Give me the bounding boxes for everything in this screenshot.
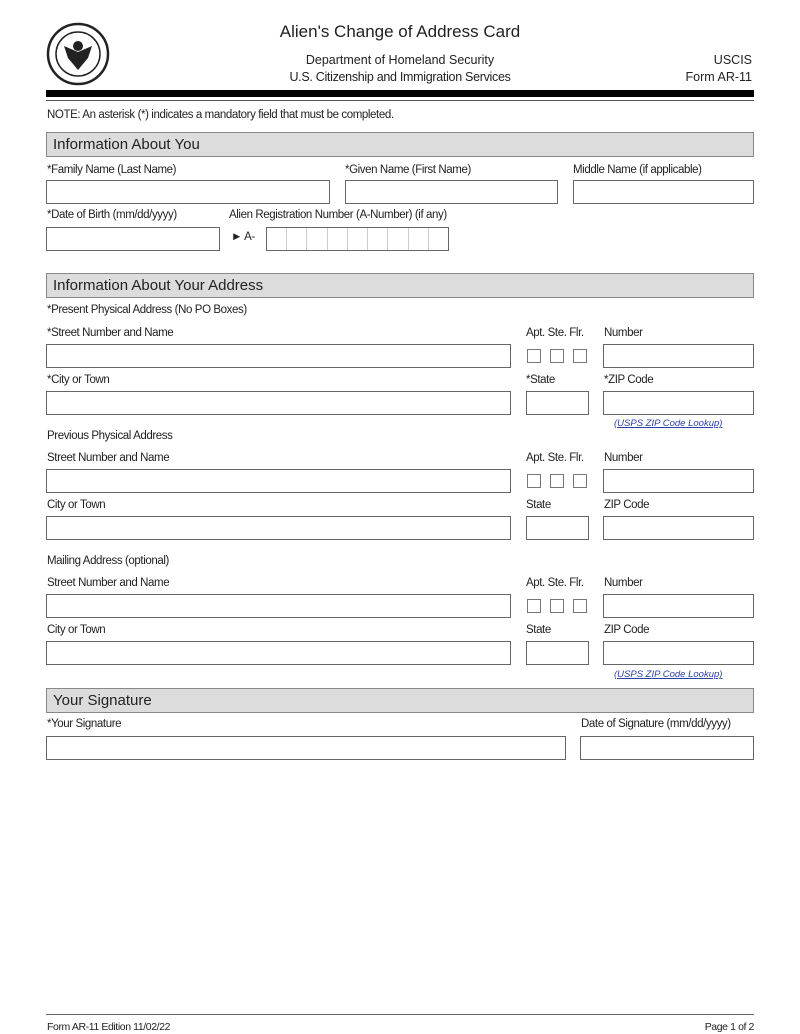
section-your-signature: Your Signature [46, 688, 754, 713]
mailing-flr-checkbox[interactable] [573, 599, 587, 613]
previous-zip-input[interactable] [603, 516, 754, 540]
given-name-input[interactable] [345, 180, 558, 204]
present-state-input[interactable] [526, 391, 589, 415]
dob-input[interactable] [46, 227, 220, 251]
present-ste-checkbox[interactable] [550, 349, 564, 363]
previous-city-label: City or Town [47, 499, 106, 511]
agency: U.S. Citizenship and Immigration Services [289, 70, 511, 84]
previous-number-input[interactable] [603, 469, 754, 493]
mailing-state-label: State [526, 624, 551, 636]
present-street-label: *Street Number and Name [47, 327, 174, 339]
previous-city-input[interactable] [46, 516, 511, 540]
mailing-number-label: Number [604, 577, 643, 589]
form-id: Form AR-11 [685, 70, 752, 84]
section-information-about-your-address: Information About Your Address [46, 273, 754, 298]
previous-number-label: Number [604, 452, 643, 464]
present-number-label: Number [604, 327, 643, 339]
previous-street-label: Street Number and Name [47, 452, 170, 464]
form-title: Alien's Change of Address Card [279, 22, 521, 41]
signature-label: *Your Signature [47, 718, 122, 730]
present-city-input[interactable] [46, 391, 511, 415]
family-name-input[interactable] [46, 180, 330, 204]
header-thick-rule [46, 90, 754, 97]
footer-page-number: Page 1 of 2 [704, 1021, 754, 1033]
footer-rule [46, 1014, 754, 1015]
family-name-label: *Family Name (Last Name) [47, 164, 177, 176]
middle-name-label: Middle Name (if applicable) [573, 164, 702, 176]
header-thin-rule [46, 100, 754, 101]
agency-abbr: USCIS [713, 53, 752, 67]
previous-flr-checkbox[interactable] [573, 474, 587, 488]
present-zip-input[interactable] [603, 391, 754, 415]
present-address-title: *Present Physical Address (No PO Boxes) [47, 304, 247, 316]
mandatory-note: NOTE: An asterisk (*) indicates a mandatory field that must be completed. [47, 109, 394, 121]
mailing-zip-label: ZIP Code [604, 624, 650, 636]
present-apt-label: Apt. Ste. Flr. [526, 327, 584, 339]
mailing-city-input[interactable] [46, 641, 511, 665]
mailing-apt-label: Apt. Ste. Flr. [526, 577, 584, 589]
signature-date-input[interactable] [580, 736, 754, 760]
mailing-address-title: Mailing Address (optional) [47, 555, 169, 567]
middle-name-input[interactable] [573, 180, 754, 204]
signature-date-label: Date of Signature (mm/dd/yyyy) [581, 718, 731, 730]
present-zip-lookup-link[interactable]: (USPS ZIP Code Lookup) [614, 418, 723, 429]
present-city-label: *City or Town [47, 374, 110, 386]
dob-label: *Date of Birth (mm/dd/yyyy) [47, 209, 177, 221]
present-zip-label: *ZIP Code [604, 374, 654, 386]
mailing-city-label: City or Town [47, 624, 106, 636]
mailing-street-label: Street Number and Name [47, 577, 170, 589]
previous-apt-checkbox[interactable] [527, 474, 541, 488]
present-flr-checkbox[interactable] [573, 349, 587, 363]
signature-input[interactable] [46, 736, 566, 760]
mailing-ste-checkbox[interactable] [550, 599, 564, 613]
previous-zip-label: ZIP Code [604, 499, 650, 511]
present-state-label: *State [526, 374, 555, 386]
previous-street-input[interactable] [46, 469, 511, 493]
present-apt-checkbox[interactable] [527, 349, 541, 363]
previous-apt-label: Apt. Ste. Flr. [526, 452, 584, 464]
a-number-label: Alien Registration Number (A-Number) (if any) [229, 209, 447, 221]
footer-edition: Form AR-11 Edition 11/02/22 [47, 1021, 171, 1033]
previous-ste-checkbox[interactable] [550, 474, 564, 488]
present-street-input[interactable] [46, 344, 511, 368]
mailing-zip-input[interactable] [603, 641, 754, 665]
given-name-label: *Given Name (First Name) [345, 164, 471, 176]
mailing-street-input[interactable] [46, 594, 511, 618]
section-information-about-you: Information About You [46, 132, 754, 157]
mailing-zip-lookup-link[interactable]: (USPS ZIP Code Lookup) [614, 669, 723, 680]
department: Department of Homeland Security [305, 53, 495, 67]
previous-address-title: Previous Physical Address [47, 430, 173, 442]
present-number-input[interactable] [603, 344, 754, 368]
mailing-number-input[interactable] [603, 594, 754, 618]
previous-state-label: State [526, 499, 551, 511]
a-number-prefix: ► A- [231, 231, 255, 243]
a-number-input[interactable] [266, 227, 449, 251]
previous-state-input[interactable] [526, 516, 589, 540]
mailing-apt-checkbox[interactable] [527, 599, 541, 613]
mailing-state-input[interactable] [526, 641, 589, 665]
